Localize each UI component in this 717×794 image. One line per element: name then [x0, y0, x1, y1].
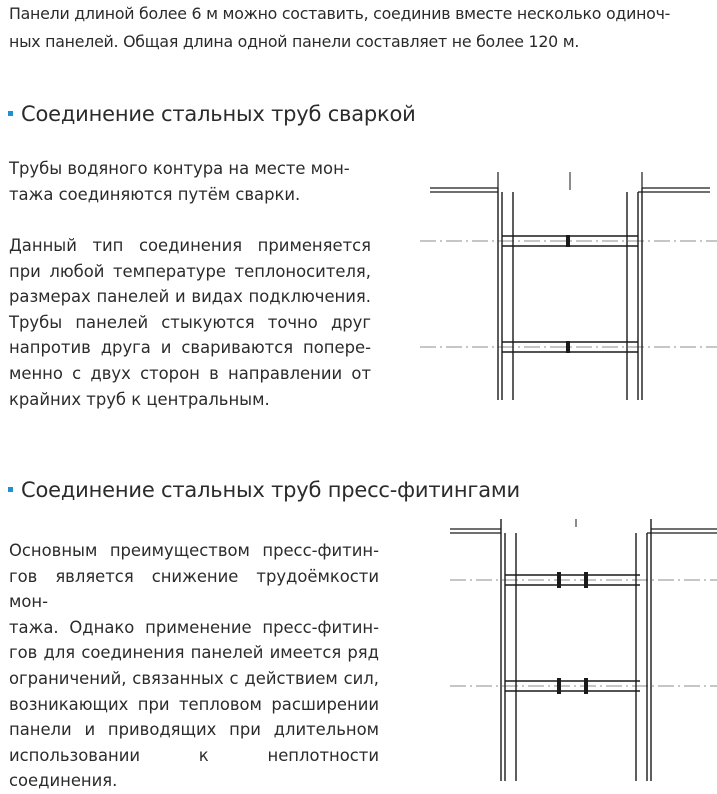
- text-line: Трубы панелей стыкуются точно друг: [9, 312, 371, 332]
- welding-paragraph-1: [9, 156, 350, 207]
- text-line: при любой температуре теплоносителя,: [9, 261, 371, 281]
- text-line: менно с двух сторон в направлении от: [9, 363, 371, 383]
- text-line: напротив друга и свариваются попере-: [9, 338, 371, 358]
- section-welding-title: Соединение стальных труб сваркой: [21, 102, 416, 126]
- text-line: Трубы водяного контура на месте мон-: [9, 159, 350, 178]
- text-line: гов является снижение трудоёмкости мон-: [9, 566, 379, 612]
- text-line: крайних труб к центральным.: [9, 389, 270, 409]
- text-line: панели и приводящих при длительном: [9, 720, 379, 740]
- press-fitting-joint-diagram: [425, 515, 717, 781]
- bullet-icon: [8, 111, 13, 116]
- text-line: Данный тип соединения применяется: [9, 236, 371, 255]
- text-line: тажа. Однако применение пресс-фитин-: [9, 617, 379, 637]
- text-line: возникающих при тепловом расширении: [9, 694, 379, 714]
- welding-paragraph-2: [9, 233, 371, 412]
- intro-line-1: Панели длиной более 6 м можно составить, соединив вместе несколько одиноч-: [9, 4, 671, 23]
- section-press-title: Соединение стальных труб пресс-фитингами: [21, 478, 520, 502]
- text-line: Основным преимуществом пресс-фитин-: [9, 541, 379, 560]
- press-paragraph: [9, 538, 379, 794]
- intro-paragraph: [9, 0, 715, 56]
- section-welding-heading: [8, 100, 416, 128]
- text-line: ограничений, связанных с действием сил,: [9, 668, 379, 688]
- text-line: размерах панелей и видах подключения.: [9, 287, 371, 307]
- intro-line-2: ных панелей. Общая длина одной панели составляет не более 120 м.: [9, 32, 580, 51]
- bullet-icon: [8, 487, 13, 492]
- welded-joint-diagram: [420, 170, 717, 400]
- text-line: тажа соединяются путём сварки.: [9, 184, 301, 204]
- text-line: использовании к неплотности соединения.: [9, 745, 379, 791]
- text-line: гов для соединения панелей имеется ряд: [9, 643, 379, 663]
- section-press-heading: [8, 476, 520, 504]
